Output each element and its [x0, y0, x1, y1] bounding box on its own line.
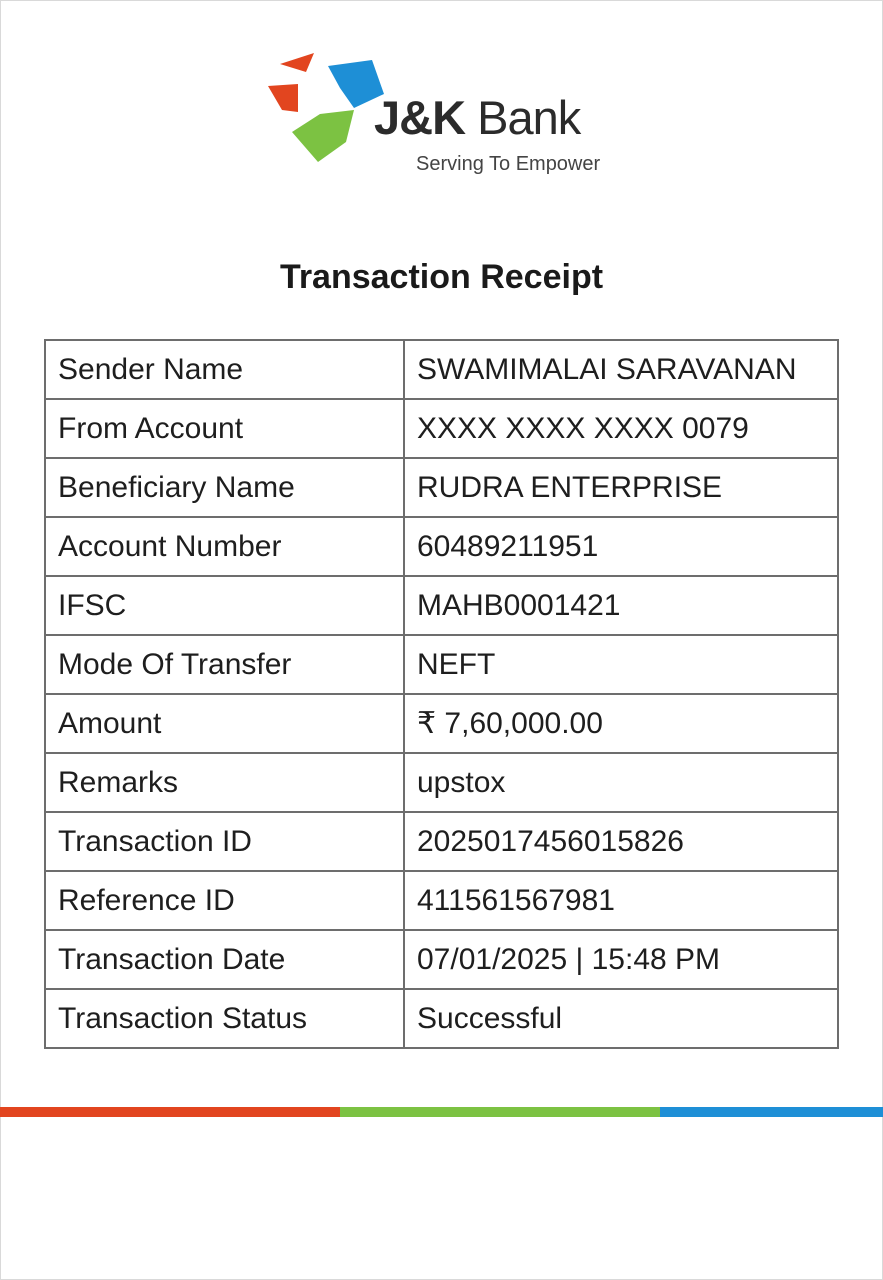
row-label: Remarks	[45, 753, 404, 812]
stripe-blue-segment	[660, 1107, 883, 1117]
row-value: 411561567981	[404, 871, 838, 930]
row-label: Transaction Status	[45, 989, 404, 1048]
row-value: NEFT	[404, 635, 838, 694]
row-value: 07/01/2025 | 15:48 PM	[404, 930, 838, 989]
bank-name	[374, 91, 581, 144]
table-row	[45, 340, 838, 399]
row-value: 2025017456015826	[404, 812, 838, 871]
table-row	[45, 694, 838, 753]
row-value: MAHB0001421	[404, 576, 838, 635]
table-row	[45, 458, 838, 517]
stripe-green-segment	[340, 1107, 660, 1117]
row-label: Amount	[45, 694, 404, 753]
row-value: RUDRA ENTERPRISE	[404, 458, 838, 517]
bank-name-regular: Bank	[477, 91, 581, 144]
bank-name-bold: J&K	[374, 91, 466, 144]
bank-tagline: Serving To Empower	[416, 153, 601, 175]
bank-logo	[262, 50, 622, 185]
row-label: Transaction ID	[45, 812, 404, 871]
row-value: SWAMIMALAI SARAVANAN	[404, 340, 838, 399]
table-row	[45, 930, 838, 989]
table-row	[45, 753, 838, 812]
row-value: XXXX XXXX XXXX 0079	[404, 399, 838, 458]
row-value: Successful	[404, 989, 838, 1048]
table-row	[45, 576, 838, 635]
row-value: 60489211951	[404, 517, 838, 576]
row-value: upstox	[404, 753, 838, 812]
row-label: IFSC	[45, 576, 404, 635]
table-row	[45, 517, 838, 576]
table-row	[45, 871, 838, 930]
stripe-red-segment	[0, 1107, 340, 1117]
row-label: Account Number	[45, 517, 404, 576]
row-label: Sender Name	[45, 340, 404, 399]
row-label: Transaction Date	[45, 930, 404, 989]
table-row	[45, 635, 838, 694]
table-row	[45, 989, 838, 1048]
table-row	[45, 399, 838, 458]
table-row	[45, 812, 838, 871]
receipt-table	[44, 339, 839, 1049]
row-label: Beneficiary Name	[45, 458, 404, 517]
receipt-title: Transaction Receipt	[279, 258, 604, 296]
row-label: Mode Of Transfer	[45, 635, 404, 694]
row-label: From Account	[45, 399, 404, 458]
bank-logo-mark-icon	[262, 50, 387, 165]
row-label: Reference ID	[45, 871, 404, 930]
row-value: ₹ 7,60,000.00	[404, 694, 838, 753]
brand-color-stripe	[0, 1107, 883, 1117]
